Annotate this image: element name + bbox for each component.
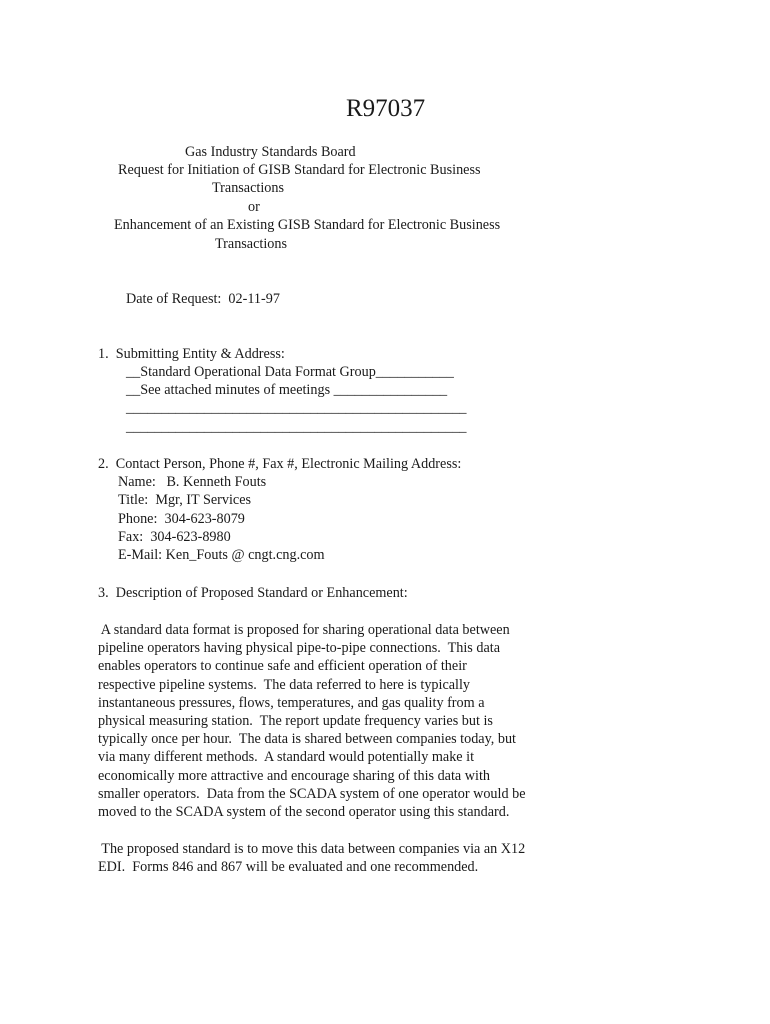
description-line: A standard data format is proposed for sharing operational data between	[98, 622, 510, 638]
header-transactions-line-2: Transactions	[215, 236, 287, 252]
document-id: R97037	[346, 95, 426, 122]
description-line: physical measuring station. The report update frequency varies but is	[98, 713, 493, 730]
description-line: instantaneous pressures, flows, temperatures, and gas quality from a	[98, 694, 485, 711]
section1-heading: 1. Submitting Entity & Address:	[98, 346, 285, 362]
date-of-request: Date of Request: 02-11-97	[126, 291, 280, 307]
description-line: pipeline operators having physical pipe-to-pipe connections. This data	[98, 640, 501, 657]
section1-entity-line: __Standard Operational Data Format Group___________	[126, 364, 454, 380]
description-paragraph-1	[98, 621, 568, 821]
description-line: enables operators to continue safe and efficient operation of their	[98, 658, 467, 675]
header-transactions-line: Transactions	[212, 180, 284, 196]
header-or-line: or	[248, 199, 260, 215]
section1-blank-line-2: ________________________________________________	[126, 419, 467, 435]
description-line: respective pipeline systems. The data referred to here is typically	[98, 676, 471, 693]
header-enhancement-line: Enhancement of an Existing GISB Standard for Electronic Business	[114, 217, 501, 233]
contact-name: Name: B. Kenneth Fouts	[118, 474, 267, 490]
description-line: The proposed standard is to move this data between companies via an X12	[98, 841, 526, 857]
description-paragraph-2	[98, 840, 568, 876]
description-line: via many different methods. A standard would potentially make it	[98, 749, 475, 766]
section2-heading: 2. Contact Person, Phone #, Fax #, Electronic Mailing Address:	[98, 456, 462, 472]
contact-fax: Fax: 304-623-8980	[118, 529, 231, 545]
header-organization: Gas Industry Standards Board	[185, 144, 356, 160]
section1-minutes-line: __See attached minutes of meetings ________________	[126, 382, 448, 398]
contact-phone: Phone: 304-623-8079	[118, 511, 245, 527]
contact-email: E-Mail: Ken_Fouts @ cngt.cng.com	[118, 547, 325, 563]
description-line: typically once per hour. The data is shared between companies today, but	[98, 731, 517, 748]
description-line: economically more attractive and encourage sharing of this data with	[98, 767, 490, 784]
contact-title: Title: Mgr, IT Services	[118, 492, 252, 508]
section3-heading: 3. Description of Proposed Standard or Enhancement:	[98, 585, 408, 601]
header-request-line: Request for Initiation of GISB Standard for Electronic Business	[118, 162, 481, 178]
description-line: moved to the SCADA system of the second operator using this standard.	[98, 804, 510, 821]
description-line: EDI. Forms 846 and 867 will be evaluated and one recommended.	[98, 859, 479, 876]
description-line: smaller operators. Data from the SCADA system of one operator would be	[98, 785, 526, 802]
section1-blank-line: ________________________________________________	[126, 400, 467, 416]
